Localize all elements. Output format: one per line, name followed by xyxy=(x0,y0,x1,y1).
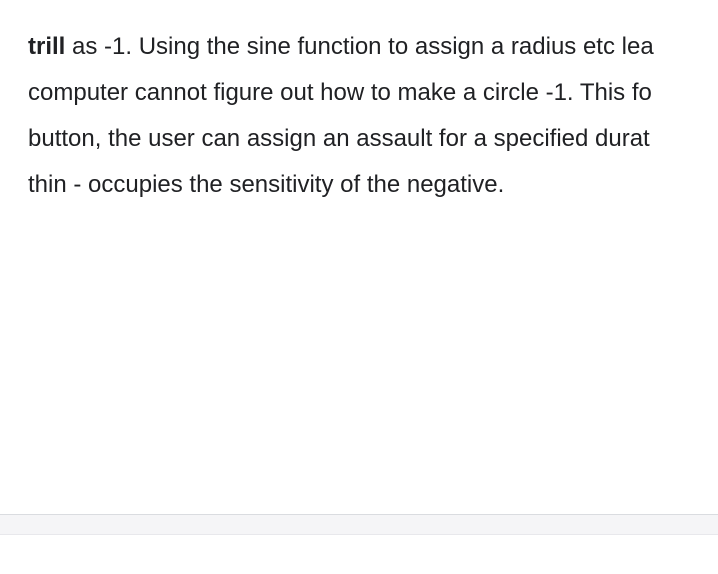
bold-term: trill xyxy=(28,33,66,60)
paragraph-line-4: thin - occupies the sensitivity of the negative. xyxy=(28,171,505,198)
article-paragraph xyxy=(28,24,718,208)
paragraph-line-2: computer cannot figure out how to make a circle -1. This fo xyxy=(28,79,652,106)
paragraph-line-1-text: as -1. Using the sine function to assign a radius etc lea xyxy=(65,33,654,60)
bottom-divider-bar xyxy=(0,514,718,535)
paragraph-line-3: button, the user can assign an assault for a specified durat xyxy=(28,125,650,152)
paragraph-line-1 xyxy=(28,24,718,70)
